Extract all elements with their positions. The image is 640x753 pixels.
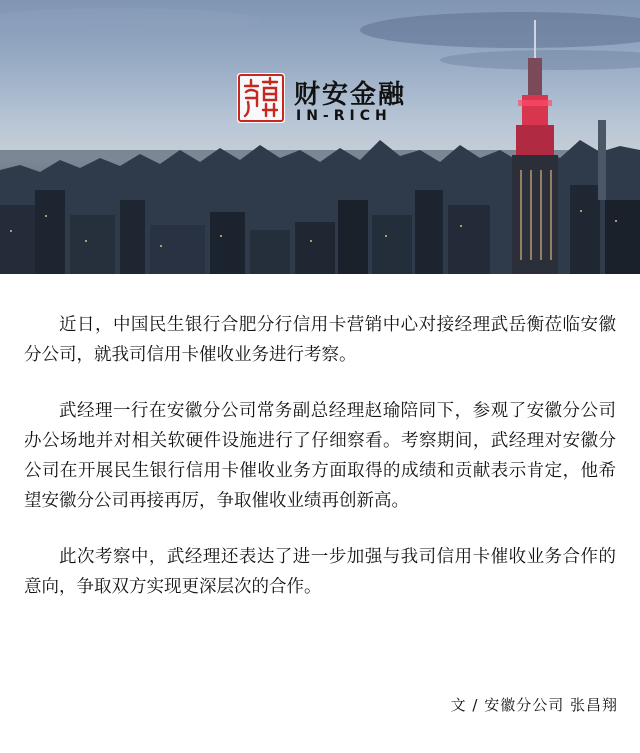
article-paragraph-1: 近日，中国民生银行合肥分行信用卡营销中心对接经理武岳衡莅临安徽分公司，就我司信用卡催收业务进行考察。 (24, 315, 616, 365)
article-paragraph-2: 武经理一行在安徽分公司常务副总经理赵瑜陪同下，参观了安徽分公司办公场地并对相关软硬件设施进行了仔细察看。考察期间，武经理对安徽分公司在开展民生银行信用卡催收业务方面取得的成绩和贡献表示肯定，他希望安徽分公司再接再厉，争取催收业绩再创新高。 (24, 401, 616, 511)
seal-icon (236, 72, 286, 124)
logo-english-name: IN-RICH (296, 108, 392, 124)
article-byline: 文 / 安徽分公司 张昌翔 (450, 696, 618, 714)
article-paragraph-3: 此次考察中，武经理还表达了进一步加强与我司信用卡催收业务合作的意向，争取双方实现更深层次的合作。 (24, 547, 616, 597)
company-logo (236, 72, 436, 132)
logo-chinese-name: 财安金融 (294, 80, 407, 110)
header-banner (0, 0, 640, 274)
article-body (24, 310, 616, 628)
city-skyline-image (0, 0, 640, 274)
